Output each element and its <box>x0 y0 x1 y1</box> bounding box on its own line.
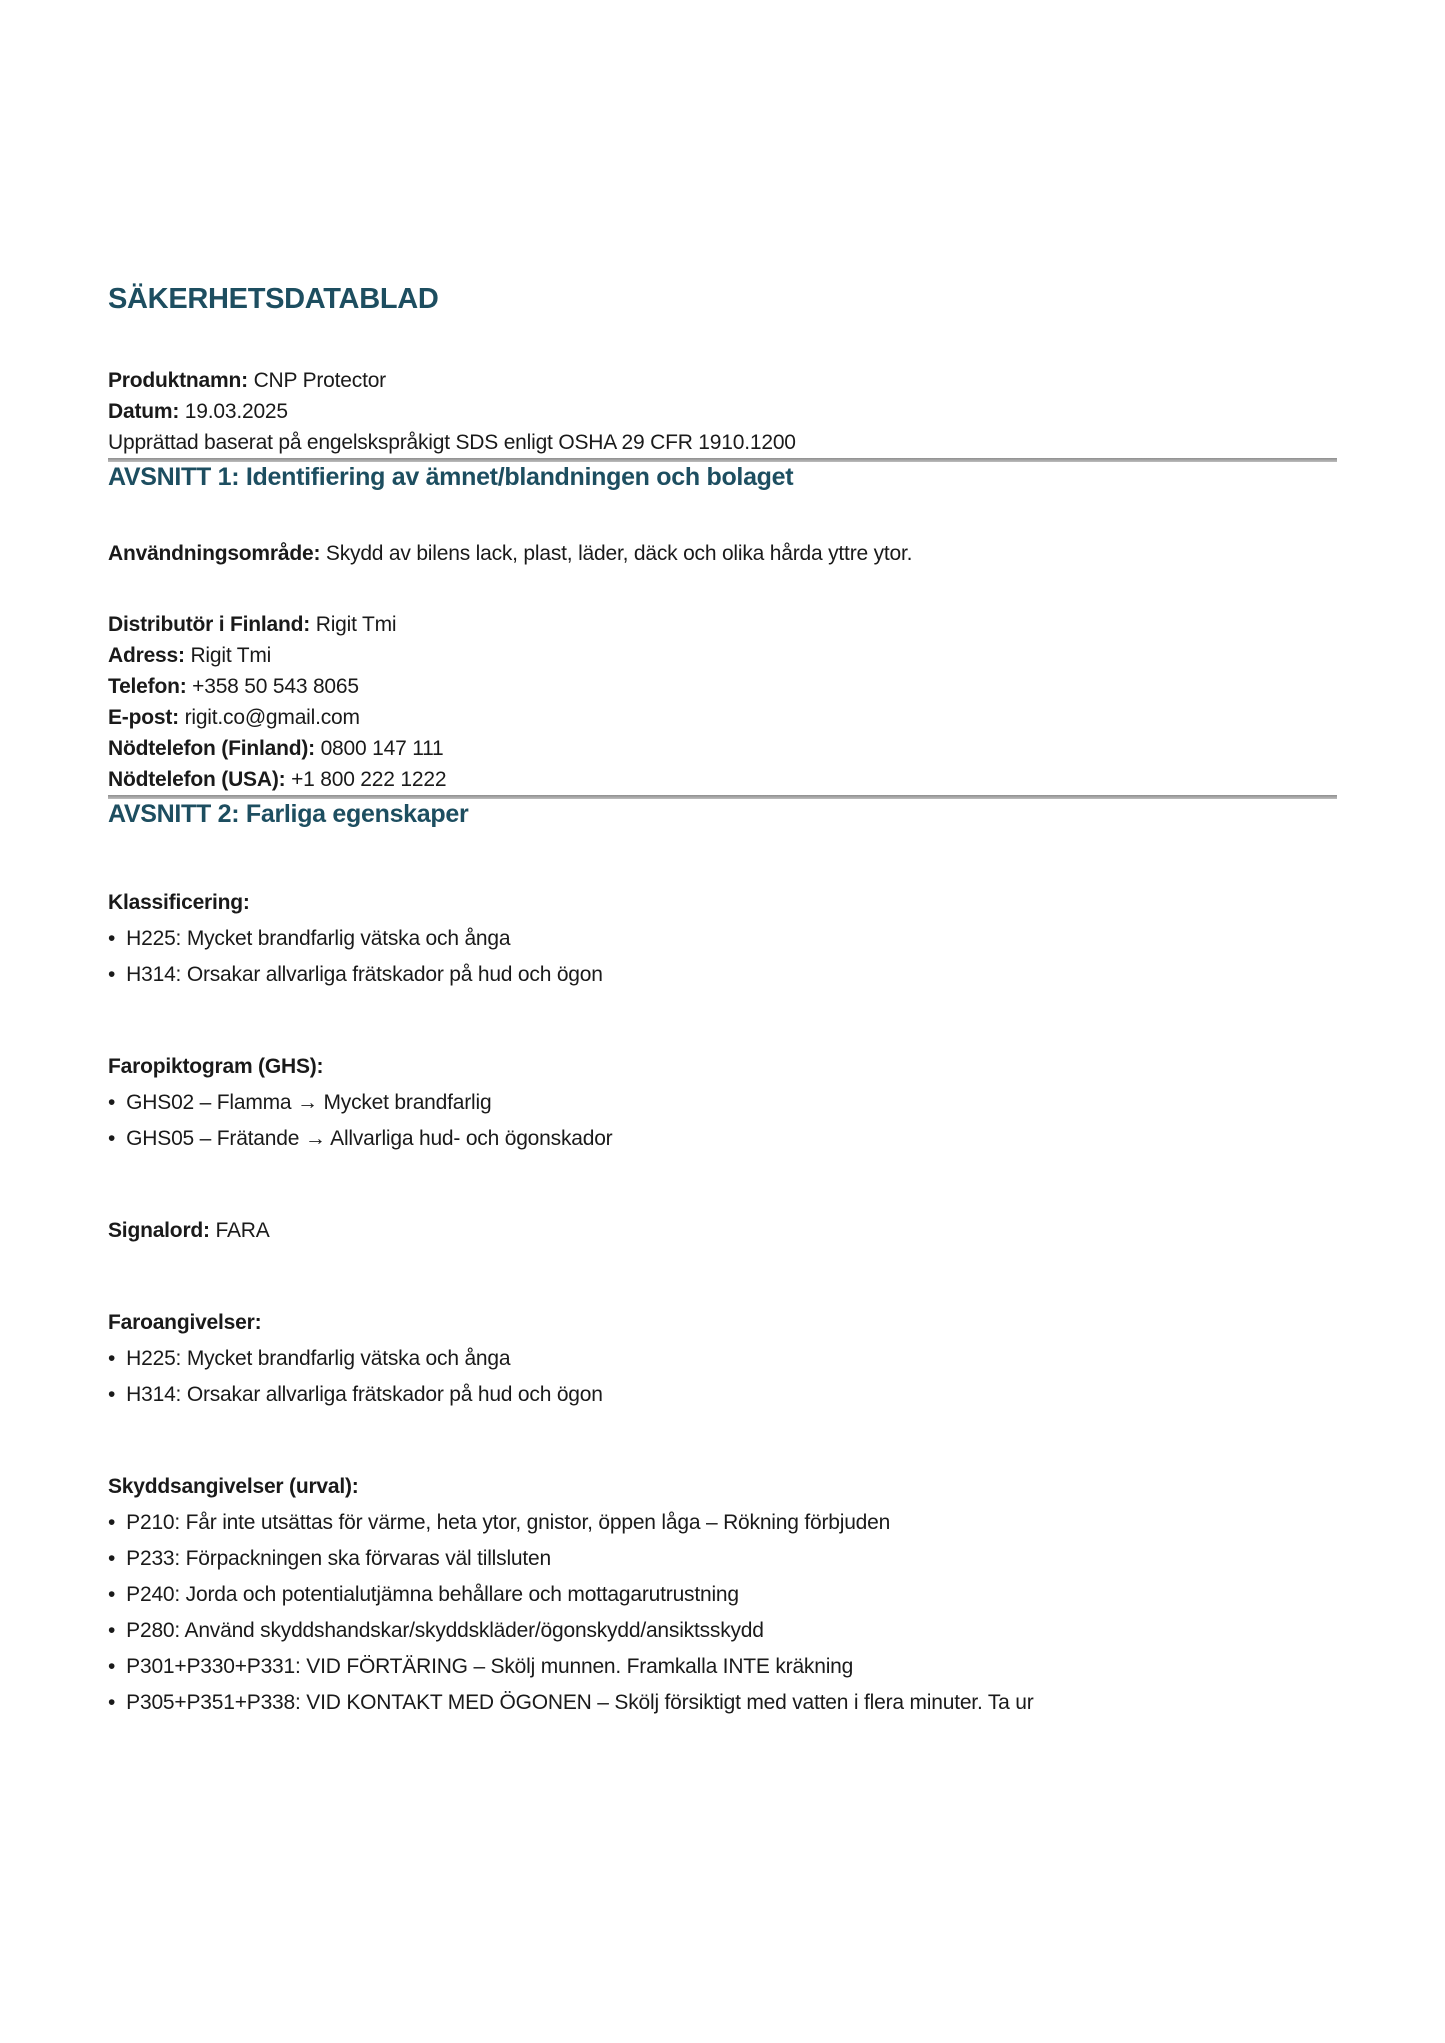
date-label: Datum: <box>108 400 180 423</box>
classification-list <box>108 921 1337 993</box>
emergency-phone-usa-value: +1 800 222 1222 <box>291 768 447 791</box>
pictogram-block <box>108 1049 1337 1157</box>
phone-value: +358 50 543 8065 <box>192 675 359 698</box>
list-item: • P280: Använd skyddshandskar/skyddskläder/ögonskydd/ansiktsskydd <box>108 1613 1337 1649</box>
list-item: • P210: Får inte utsättas för värme, heta ytor, gnistor, öppen låga – Rökning förbjuden <box>108 1505 1337 1541</box>
signal-word-line <box>108 1213 1337 1249</box>
product-name-line <box>108 365 1337 396</box>
pictogram-heading: Faropiktogram (GHS): <box>108 1055 324 1078</box>
email-line <box>108 702 1337 733</box>
address-label: Adress: <box>108 644 185 667</box>
hazard-statements-heading: Faroangivelser: <box>108 1311 262 1334</box>
distributor-line <box>108 609 1337 640</box>
precautionary-statements-list <box>108 1505 1337 1721</box>
list-item: • GHS05 – Frätande → Allvarliga hud- och ögonskador <box>108 1121 1337 1157</box>
precautionary-statements-heading: Skyddsangivelser (urval): <box>108 1475 359 1498</box>
distributor-label: Distributör i Finland: <box>108 613 311 636</box>
list-item: • H314: Orsakar allvarliga frätskador på hud och ögon <box>108 1377 1337 1413</box>
hazard-statements-list <box>108 1341 1337 1413</box>
list-item: • P233: Förpackningen ska förvaras väl tillsluten <box>108 1541 1337 1577</box>
address-line <box>108 640 1337 671</box>
usage-line <box>108 538 1337 569</box>
usage-value: Skydd av bilens lack, plast, läder, däck och olika hårda yttre ytor. <box>325 542 913 565</box>
pictogram-list <box>108 1085 1337 1157</box>
emergency-phone-finland-line <box>108 733 1337 764</box>
date-value: 19.03.2025 <box>184 400 288 423</box>
classification-heading: Klassificering: <box>108 891 250 914</box>
list-item: • H314: Orsakar allvarliga frätskador på hud och ögon <box>108 957 1337 993</box>
list-item: • P305+P351+P338: VID KONTAKT MED ÖGONEN – Skölj försiktigt med vatten i flera minuter. Ta ur <box>108 1685 1337 1721</box>
basis-note-line <box>108 427 1337 458</box>
distributor-contact-block <box>108 609 1337 795</box>
section2-heading: AVSNITT 2: Farliga egenskaper <box>108 800 469 828</box>
address-value: Rigit Tmi <box>190 644 272 667</box>
document-meta <box>108 365 1337 458</box>
section1-heading: AVSNITT 1: Identifiering av ämnet/blandningen och bolaget <box>108 463 794 491</box>
phone-line <box>108 671 1337 702</box>
list-item: • GHS02 – Flamma → Mycket brandfarlig <box>108 1085 1337 1121</box>
emergency-phone-finland-label: Nödtelefon (Finland): <box>108 737 315 760</box>
email-value: rigit.co@gmail.com <box>184 706 360 729</box>
emergency-phone-usa-label: Nödtelefon (USA): <box>108 768 286 791</box>
precautionary-statements-block <box>108 1469 1337 1721</box>
emergency-phone-finland-value: 0800 147 111 <box>320 737 444 760</box>
list-item: • P240: Jorda och potentialutjämna behållare och mottagarutrustning <box>108 1577 1337 1613</box>
signal-word-value: FARA <box>215 1219 270 1242</box>
emergency-phone-usa-line <box>108 764 1337 795</box>
signal-word-label: Signalord: <box>108 1219 210 1242</box>
list-item: • H225: Mycket brandfarlig vätska och ånga <box>108 1341 1337 1377</box>
product-name-label: Produktnamn: <box>108 369 248 392</box>
classification-block <box>108 885 1337 993</box>
date-line <box>108 396 1337 427</box>
phone-label: Telefon: <box>108 675 187 698</box>
document-title: SÄKERHETSDATABLAD <box>108 283 439 315</box>
list-item: • H225: Mycket brandfarlig vätska och ånga <box>108 921 1337 957</box>
product-name-value: CNP Protector <box>253 369 386 392</box>
hazard-statements-block <box>108 1305 1337 1413</box>
usage-label: Användningsområde: <box>108 542 321 565</box>
email-label: E-post: <box>108 706 179 729</box>
basis-note: Upprättad baserat på engelskspråkigt SDS enligt OSHA 29 CFR 1910.1200 <box>108 431 796 454</box>
distributor-value: Rigit Tmi <box>315 613 397 636</box>
list-item: • P301+P330+P331: VID FÖRTÄRING – Skölj munnen. Framkalla INTE kräkning <box>108 1649 1337 1685</box>
